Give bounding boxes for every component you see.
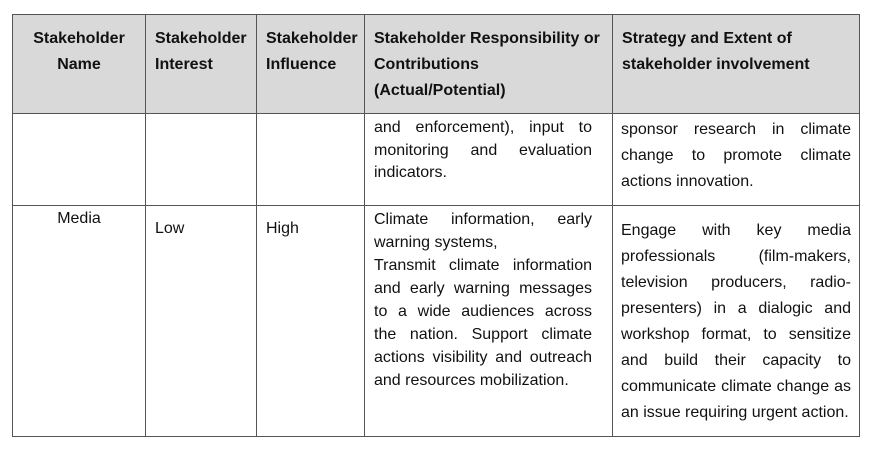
header-stakeholder-name: Stakeholder Name <box>13 15 146 114</box>
cell-name <box>13 114 146 206</box>
cell-strategy: sponsor research in climate change to promote climate actions innovation. <box>613 114 860 206</box>
header-strategy: Strategy and Extent of stakeholder involvement <box>613 15 860 114</box>
table-row <box>13 114 860 206</box>
cell-influence <box>257 114 365 206</box>
cell-responsibility: Climate information, early warning systems, Transmit climate information and early warning messages to a wide audiences across the nation. Support climate actions visibility and outreach and resources mobilization. <box>365 206 613 437</box>
header-stakeholder-interest: Stakeholder Interest <box>146 15 257 114</box>
cell-responsibility: and enforcement), input to monitoring and evaluation indicators. <box>365 114 613 206</box>
stakeholder-table <box>12 14 860 437</box>
header-stakeholder-influence: Stakeholder Influence <box>257 15 365 114</box>
header-row <box>13 15 860 114</box>
cell-interest: Low <box>146 206 257 437</box>
cell-influence: High <box>257 206 365 437</box>
cell-strategy: Engage with key media professionals (film-makers, television producers, radio-presenters) in a dialogic and workshop format, to sensitize and build their capacity to communicate climate change as an issue requiring urgent action. <box>613 206 860 437</box>
header-responsibility: Stakeholder Responsibility or Contributions (Actual/Potential) <box>365 15 613 114</box>
cell-interest <box>146 114 257 206</box>
cell-name: Media <box>13 206 146 437</box>
table-row <box>13 206 860 437</box>
